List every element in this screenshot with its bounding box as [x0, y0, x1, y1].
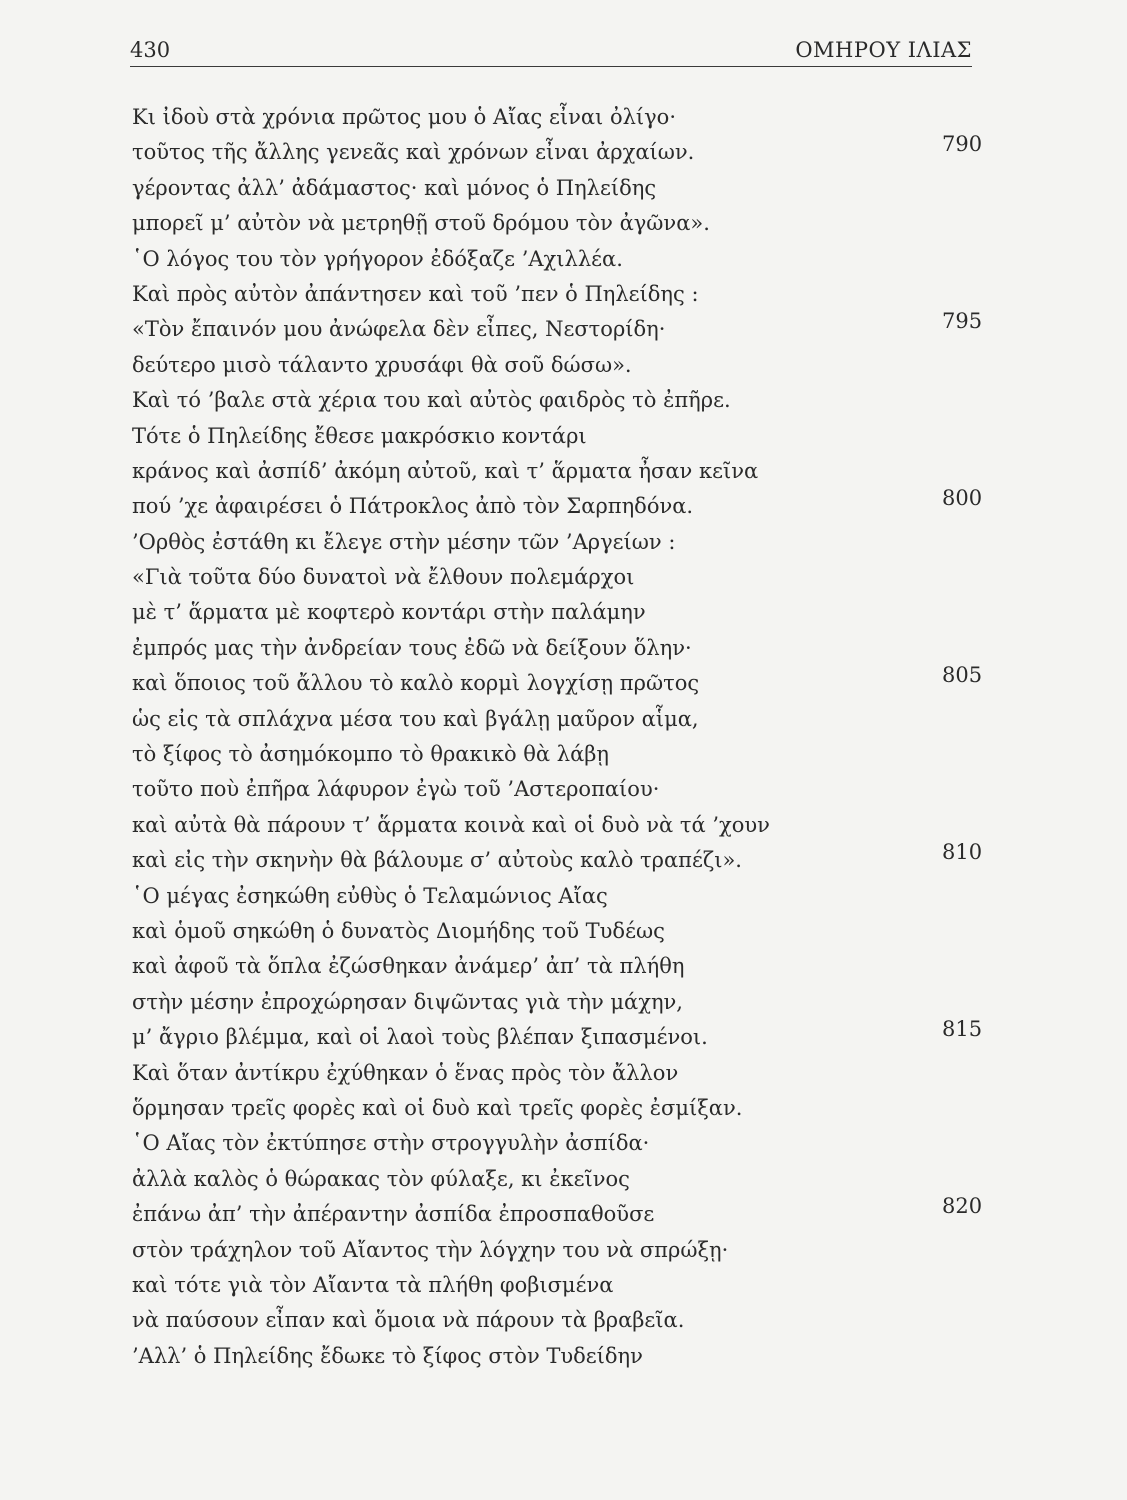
verse-line — [132, 1091, 992, 1126]
verse-text: ἐμπρός μας τὴν ἀνδρείαν τους ἐδῶ νὰ δείξουν ὅλην· — [132, 635, 692, 660]
verse-line — [132, 1162, 992, 1197]
verse-text: ὅρμησαν τρεῖς φορὲς καὶ οἱ δυὸ καὶ τρεῖς φορὲς ἐσμίξαν. — [132, 1095, 743, 1120]
verse-line — [132, 383, 992, 418]
verse-text: Τότε ὁ Πηλείδης ἔθεσε μακρόσκιο κοντάρι — [132, 423, 587, 448]
verse-line — [132, 242, 992, 277]
verse-line — [132, 595, 992, 630]
verse-line — [132, 1017, 992, 1055]
verse-text: Καὶ τό ’βαλε στὰ χέρια του καὶ αὐτὸς φαιδρὸς τὸ ἐπῆρε. — [132, 388, 731, 413]
verse-text: καὶ ὁμοῦ σηκώθη ὁ δυνατὸς Διομήδης τοῦ Τυδέως — [132, 918, 665, 943]
line-number: 790 — [942, 132, 983, 157]
page-header — [130, 32, 972, 67]
verse-line — [132, 560, 992, 595]
verse-line — [132, 1339, 992, 1374]
verse-line — [132, 454, 992, 489]
verse-text: πού ’χε ἀφαιρέσει ὁ Πάτροκλος ἀπὸ τὸν Σαρπηδόνα. — [132, 494, 694, 519]
verse-text: «Τὸν ἔπαινόν μου ἀνώφελα δὲν εἶπες, Νεστορίδη· — [132, 317, 666, 342]
verse-text: μ’ ἄγριο βλέμμα, καὶ οἱ λαοὶ τοὺς βλέπαν ξιπασμένοι. — [132, 1025, 708, 1050]
verse-line — [132, 702, 992, 737]
verse-line — [132, 840, 992, 878]
verse-text: στὸν τράχηλον τοῦ Αἴαντος τὴν λόγχην του νὰ σπρώξῃ· — [132, 1237, 729, 1262]
verse-line — [132, 808, 992, 843]
running-head: ΟΜΗΡΟΥ ΙΛΙΑΣ — [795, 38, 972, 62]
verse-text: ’Αλλ’ ὁ Πηλείδης ἔδωκε τὸ ξίφος στὸν Τυδείδην — [132, 1343, 643, 1368]
verse-text: καὶ εἰς τὴν σκηνὴν θὰ βάλουμε σ’ αὐτοὺς καλὸ τραπέζι». — [132, 848, 742, 873]
verse-line — [132, 419, 992, 454]
verse-line — [132, 1268, 992, 1303]
verse-text: ῾Ο λόγος του τὸν γρήγορον ἐδόξαζε ’Αχιλλέα. — [132, 246, 623, 271]
line-number: 800 — [942, 486, 983, 511]
verse-line — [132, 949, 992, 984]
verse-line — [132, 309, 992, 347]
verse-line — [132, 737, 992, 772]
verse-block — [132, 100, 992, 1374]
verse-line — [132, 985, 992, 1020]
verse-line — [132, 100, 992, 135]
verse-line — [132, 772, 992, 807]
verse-line — [132, 171, 992, 206]
verse-line — [132, 663, 992, 701]
verse-text: Καὶ πρὸς αὐτὸν ἀπάντησεν καὶ τοῦ ’πεν ὁ Πηλείδης : — [132, 281, 699, 306]
verse-line — [132, 914, 992, 949]
verse-text: ῾Ο μέγας ἐσηκώθη εὐθὺς ὁ Τελαμώνιος Αἴας — [132, 883, 608, 908]
verse-line — [132, 525, 992, 560]
line-number: 795 — [942, 309, 983, 334]
page-number: 430 — [130, 38, 171, 62]
line-number: 820 — [942, 1194, 983, 1219]
verse-text: καὶ αὐτὰ θὰ πάρουν τ’ ἅρματα κοινὰ καὶ οἱ δυὸ νὰ τά ’χουν — [132, 812, 770, 837]
verse-line — [132, 1194, 992, 1232]
verse-text: ἀλλὰ καλὸς ὁ θώρακας τὸν φύλαξε, κι ἐκεῖνος — [132, 1166, 630, 1191]
verse-line — [132, 879, 992, 914]
verse-line — [132, 1056, 992, 1091]
line-number: 815 — [942, 1017, 983, 1042]
verse-text: καὶ ὅποιος τοῦ ἄλλου τὸ καλὸ κορμὶ λογχίσῃ πρῶτος — [132, 671, 700, 696]
verse-line — [132, 348, 992, 383]
verse-text: ῾Ο Αἴας τὸν ἐκτύπησε στὴν στρογγυλὴν ἀσπίδα· — [132, 1131, 650, 1156]
verse-text: δεύτερο μισὸ τάλαντο χρυσάφι θὰ σοῦ δώσω». — [132, 352, 632, 377]
verse-text: στὴν μέσην ἐπροχώρησαν διψῶντας γιὰ τὴν μάχην, — [132, 989, 683, 1014]
verse-line — [132, 486, 992, 524]
verse-text: τοῦτο ποὺ ἐπῆρα λάφυρον ἐγὼ τοῦ ’Αστεροπαίου· — [132, 777, 660, 802]
line-number: 810 — [942, 840, 983, 865]
verse-text: τοῦτος τῆς ἄλλης γενεᾶς καὶ χρόνων εἶναι ἀρχαίων. — [132, 140, 695, 165]
verse-text: γέροντας ἀλλ’ ἀδάμαστος· καὶ μόνος ὁ Πηλείδης — [132, 175, 657, 200]
verse-text: τὸ ξίφος τὸ ἀσημόκομπο τὸ θρακικὸ θὰ λάβῃ — [132, 742, 610, 767]
verse-line — [132, 206, 992, 241]
verse-text: καὶ ἀφοῦ τὰ ὅπλα ἐζώσθηκαν ἀνάμερ’ ἀπ’ τὰ πλήθη — [132, 954, 685, 979]
verse-line — [132, 631, 992, 666]
verse-text: κράνος καὶ ἀσπίδ’ ἀκόμη αὐτοῦ, καὶ τ’ ἅρματα ἦσαν κεῖνα — [132, 458, 759, 483]
verse-text: «Γιὰ τοῦτα δύο δυνατοὶ νὰ ἔλθουν πολεμάρχοι — [132, 565, 635, 590]
verse-text: ’Ορθὸς ἐστάθη κι ἔλεγε στὴν μέσην τῶν ’Αργείων : — [132, 529, 676, 554]
verse-text: νὰ παύσουν εἶπαν καὶ ὅμοια νὰ πάρουν τὰ βραβεῖα. — [132, 1308, 685, 1333]
verse-line — [132, 132, 992, 170]
verse-line — [132, 1303, 992, 1338]
verse-text: ἐπάνω ἀπ’ τὴν ἀπέραντην ἀσπίδα ἐπροσπαθοῦσε — [132, 1202, 655, 1227]
verse-text: ὡς εἰς τὰ σπλάχνα μέσα του καὶ βγάλῃ μαῦρον αἷμα, — [132, 706, 699, 731]
verse-line — [132, 1233, 992, 1268]
verse-text: Κι ἰδοὺ στὰ χρόνια πρῶτος μου ὁ Αἴας εἶναι ὀλίγο· — [132, 105, 677, 129]
verse-line — [132, 277, 992, 312]
line-number: 805 — [942, 663, 983, 688]
verse-text: μὲ τ’ ἅρματα μὲ κοφτερὸ κοντάρι στὴν παλάμην — [132, 600, 646, 625]
verse-line — [132, 1126, 992, 1161]
verse-text: μπορεῖ μ’ αὐτὸν νὰ μετρηθῇ στοῦ δρόμου τὸν ἀγῶνα». — [132, 211, 710, 236]
verse-text: Καὶ ὅταν ἀντίκρυ ἐχύθηκαν ὁ ἕνας πρὸς τὸν ἄλλον — [132, 1060, 679, 1085]
verse-text: καὶ τότε γιὰ τὸν Αἴαντα τὰ πλήθη φοβισμένα — [132, 1272, 614, 1297]
